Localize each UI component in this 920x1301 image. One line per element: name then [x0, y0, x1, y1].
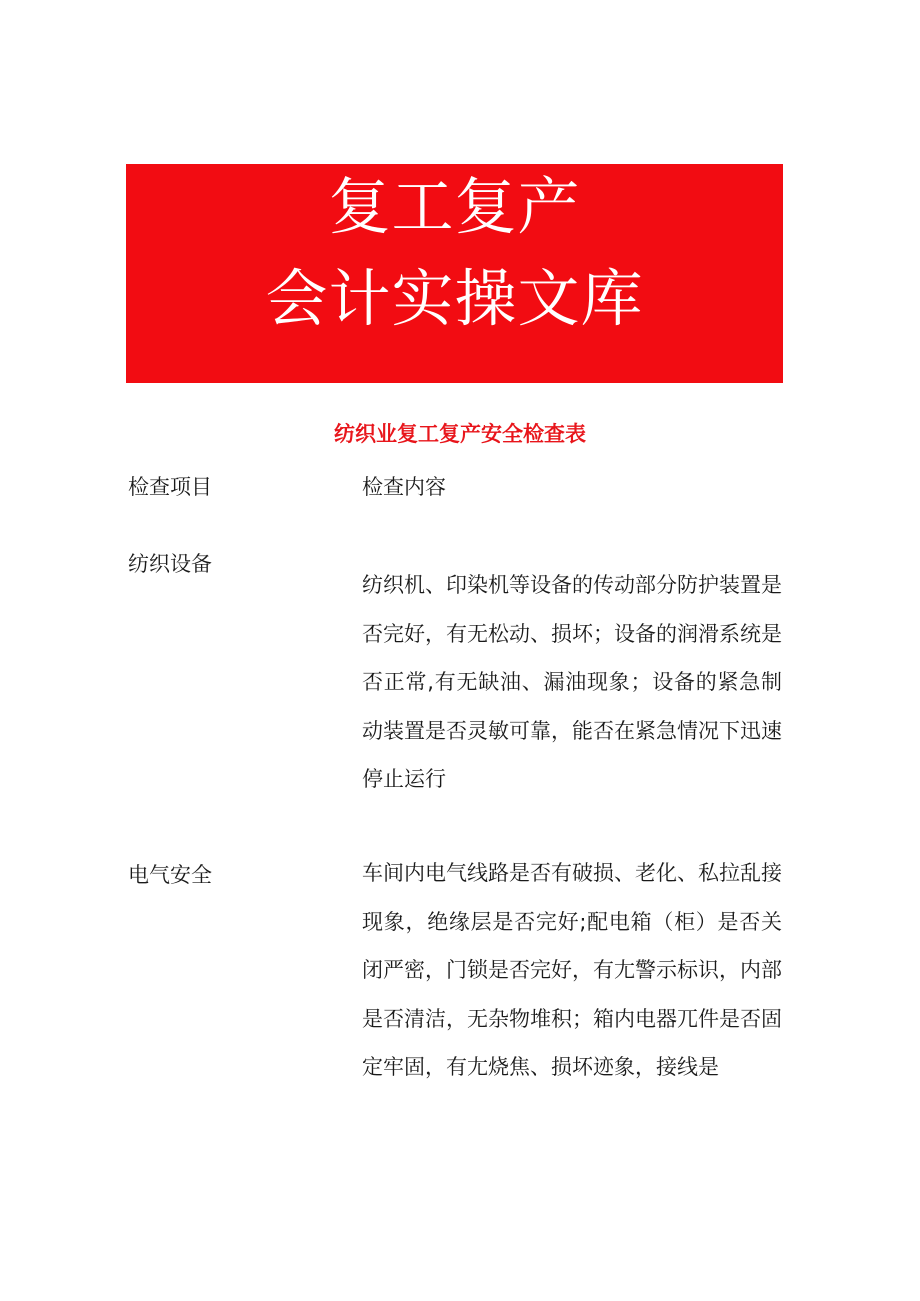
- document-title: 纺织业复工复产安全检查表: [334, 422, 586, 446]
- table-header-item: 检查项目: [128, 475, 212, 499]
- row-item-label: 纺织设备: [128, 552, 212, 576]
- row-content-text: 纺织机、印染机等设备的传动部分防护装置是否完好，有无松动、损坏；设备的润滑系统是否正常,有无缺油、漏油现象；设备的紧急制动装置是否灵敏可靠，能否在紧急情况下迅速停止运行: [362, 573, 782, 791]
- row-content-text: 车间内电气线路是否有破损、老化、私拉乱接现象，绝缘层是否完好;配电箱（柜）是否关闭严密，门锁是否完好，有尢警示标识，内部是否清洁，无杂物堆积；箱内电器兀件是否固定牢固，有尢烧焦、损坏迹象，接线是: [362, 861, 782, 1079]
- banner-title-line-1: 复工复产: [328, 170, 581, 243]
- row-item-label: 电气安全: [128, 863, 212, 887]
- banner-title-line-2: 会计实操文库: [265, 262, 644, 335]
- table-header-content: 检查内容: [362, 475, 446, 499]
